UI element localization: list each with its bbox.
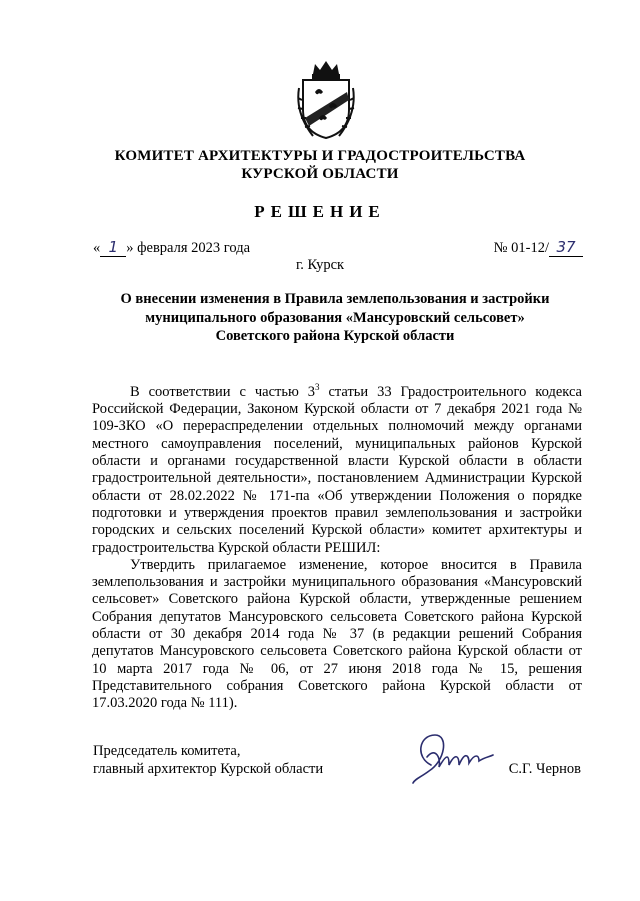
signatory-name: С.Г. Чернов xyxy=(508,761,581,777)
organization-name-line2: КУРСКОЙ ОБЛАСТИ xyxy=(241,166,399,182)
document-number-handwritten: 37 xyxy=(549,238,583,257)
body-paragraph-1-start: В соответствии с частью 3 xyxy=(130,383,315,400)
document-number xyxy=(494,238,583,257)
coat-of-arms-icon xyxy=(295,58,357,140)
subject-line1: О внесении изменения в Правила землепользования и застройки xyxy=(120,291,550,307)
document-date xyxy=(93,238,250,257)
body-paragraph-1 xyxy=(92,379,582,557)
body-paragraph-2: Утвердить прилагаемое изменение, которое вносится в Правила землепользования и застройки муниципального образования «Мансуровский сельсовет» Советского района Курской области, утвержденные решением Собрания депутатов Мансуровского сельсовета Советского района Курской области от 30 декабря 2014 года № 37 (в редакции решений Собрания депутатов Мансуровского сельсовета Советского района Курской области от 10 марта 2017 года № 06, от 27 июня 2018 года № 15, решения Представительного собрания Советского района Курской области от 17.03.2020 года № 111). xyxy=(92,556,582,712)
signatory-position-line2: главный архитектор Курской области xyxy=(93,760,324,777)
document-type-title: РЕШЕНИЕ xyxy=(254,202,386,221)
signatory-position xyxy=(93,743,323,778)
organization-name-line1: КОМИТЕТ АРХИТЕКТУРЫ И ГРАДОСТРОИТЕЛЬСТВА xyxy=(114,148,526,164)
body-paragraph-1-rest: статьи 33 Градостроительного кодекса Российской Федерации, Законом Курской области от 7 декабря 2021 года № 109-ЗКО «О перераспределении отдельных полномочий между органами местного самоуправления поселений, муниципальных районов Курской области и органами государственной власти Курской области в области градостроительной деятельности», постановлением Администрации Курской области от 28.02.2022 № 171-па «Об утверждении Положения о порядке подготовки и утверждения проектов правил землепользования и застройки городских и сельских поселений Курской области» комитет архитектуры и градостроительства Курской области РЕШИЛ: xyxy=(92,383,582,556)
date-day-handwritten: 1 xyxy=(100,238,126,257)
document-number-prefix: № 01-12/ xyxy=(493,240,549,256)
signatory-position-line1: Председатель комитета, xyxy=(93,743,241,759)
date-open-quote: « xyxy=(93,240,101,256)
subject-line2: муниципального образования «Мансуровский сельсовет» xyxy=(145,309,525,326)
part-superscript: 3 xyxy=(315,382,320,392)
document-body xyxy=(92,379,582,712)
handwritten-signature xyxy=(405,727,497,787)
subject-line3: Советского района Курской области xyxy=(215,328,455,344)
document-city: г. Курск xyxy=(295,257,345,273)
date-month-year: » февраля 2023 года xyxy=(126,240,251,256)
document-subject xyxy=(100,290,570,346)
